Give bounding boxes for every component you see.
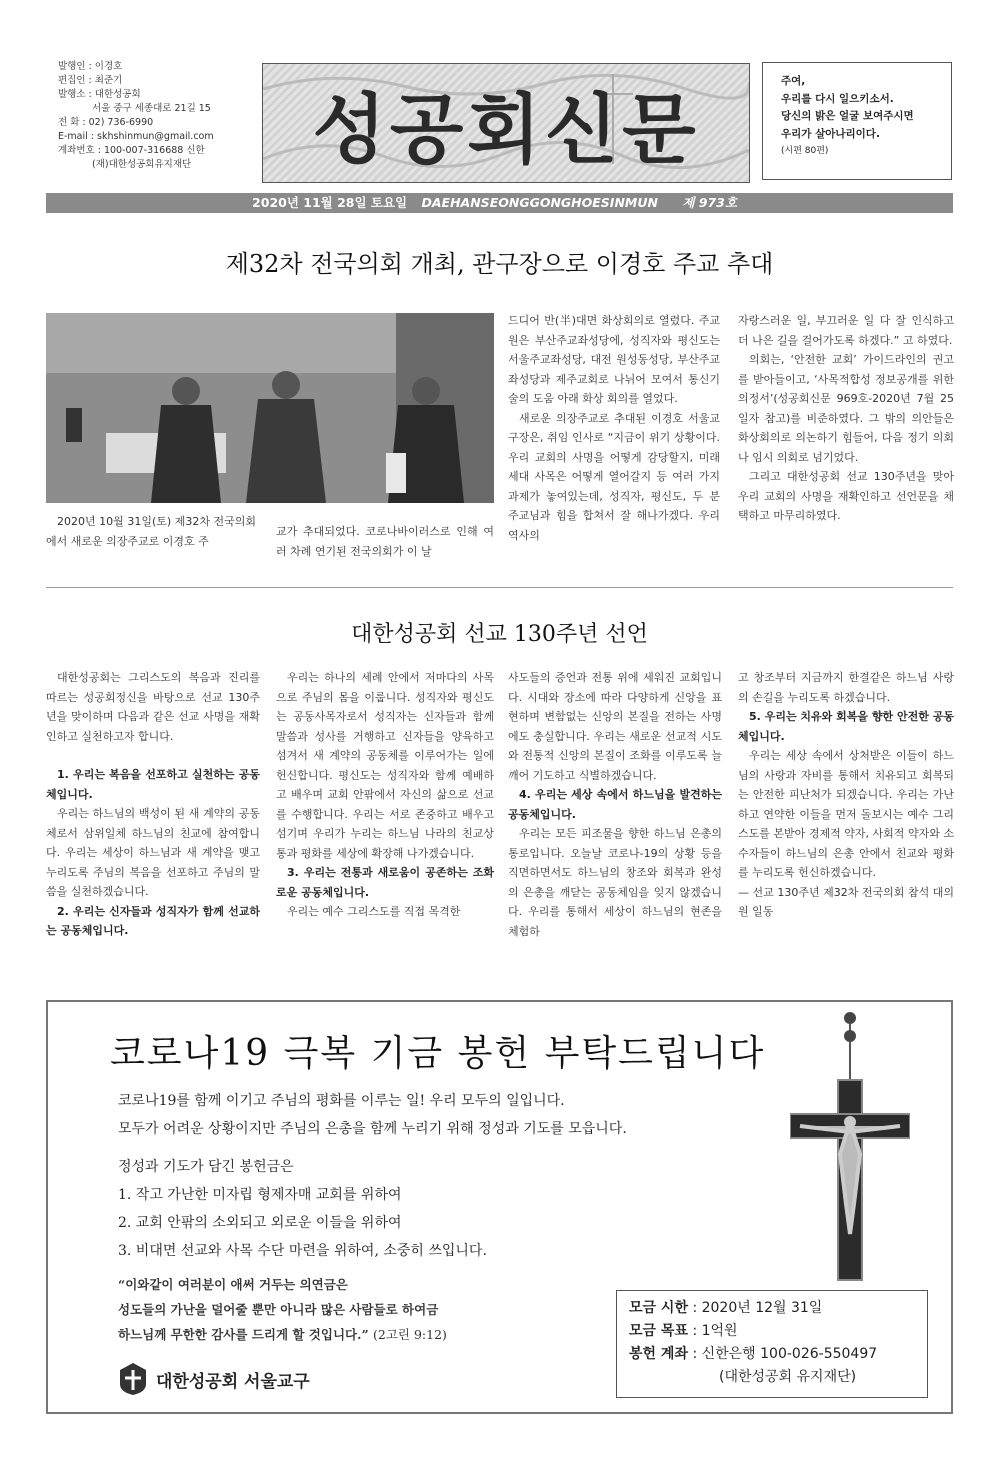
article2-col2 xyxy=(276,668,494,922)
account-label: 봉헌 계좌 xyxy=(629,1346,688,1362)
quote-ref: (2고린 9:12) xyxy=(373,1327,447,1342)
psalm-ref: (시편 80편) xyxy=(781,146,829,156)
issue-number: 제 973호 xyxy=(682,195,737,210)
ad-item-2: 2. 교회 안팎의 소외되고 외로운 이들을 위하여 xyxy=(118,1215,402,1231)
colophon-phone: 전 화 : 02) 736-6990 xyxy=(58,117,154,128)
diocese-name: 대한성공회 서울교구 xyxy=(156,1371,310,1392)
declaration-point-5: 5. 우리는 치유와 회복을 향한 안전한 공동체입니다. xyxy=(738,710,954,743)
article1-col1 xyxy=(46,512,256,551)
colophon-email: E-mail : skhshinmun@gmail.com xyxy=(58,131,214,142)
article1-photo xyxy=(46,313,494,503)
colophon-address: 서울 중구 세종대로 21길 15 xyxy=(92,103,211,114)
masthead-title: 성공회신문 xyxy=(312,84,700,174)
declaration-text-4-cont: 고 창조부터 지금까지 한결같은 하느님 사랑의 손길을 누리도록 하겠습니다. xyxy=(738,671,954,704)
article1-col4-p2: 의회는, ‘안전한 교회’ 가이드라인의 권고를 받아들이고, ‘사목적합성 정보공개를 위한 의정서’(성공회신문 969호-2020년 7월 25일자 참고)를 비준하였다. 그 밖의 의안들은 화상회의로 의논하기 힘들어, 다음 정기 의회나 임시 의회로 넘기었다. xyxy=(738,353,954,464)
article2-col3 xyxy=(508,668,722,941)
declaration-text-3: 우리는 예수 그리스도를 직접 목격한 xyxy=(287,905,461,918)
ad-line-1: 코로나19를 함께 이기고 주님의 평화를 이루는 일! 우리 모두의 일입니다. xyxy=(118,1093,565,1109)
goal-value: : 1억원 xyxy=(692,1323,738,1339)
article1-col3-p2: 새로운 의장주교로 추대된 이경호 서울교구장은, 취임 인사로 “지금이 위기 상황이다. 우리 교회의 사명을 어떻게 감당할지, 미래세대 사목은 어떻게 열어갈지 등 여러 가지 과제가 놓여있는데, 성직자, 평신도, 두 분 주교님과 힘을 합쳐서 잘 해나가겠다. 우리 역사의 xyxy=(508,411,720,542)
colophon-office: 발행소 : 대한성공회 xyxy=(58,89,141,100)
psalm-line: 주여, xyxy=(781,75,806,87)
psalm-line: 우리를 다시 일으키소서. xyxy=(781,92,894,105)
section-divider xyxy=(46,587,953,588)
masthead xyxy=(262,63,750,183)
declaration-point-3: 3. 우리는 전통과 새로움이 공존하는 조화로운 공동체입니다. xyxy=(276,866,494,899)
psalm-line: 우리가 살아나리이다. xyxy=(781,127,880,140)
declaration-signature: — 선교 130주년 제32차 전국의회 참석 대의원 일동 xyxy=(738,885,954,918)
ad-item-1: 1. 작고 가난한 미자립 형제자매 교회를 위하여 xyxy=(118,1187,402,1203)
diocese-logo xyxy=(118,1362,310,1396)
declaration-intro: 대한성공회는 그리스도의 복음과 진리를 따르는 성공회정신을 바탕으로 선교 130주년을 맞이하며 다음과 같은 선교 사명을 재확인하고 실천하고자 합니다. xyxy=(46,671,260,743)
colophon-account-holder: (재)대한성공회유지재단 xyxy=(92,159,192,170)
psalm-line: 당신의 밝은 얼굴 보여주시면 xyxy=(781,110,914,122)
colophon-editor: 편집인 : 최준기 xyxy=(58,75,123,86)
article1-col2-text: 교가 추대되었다. 코로나바이러스로 인해 여러 차례 연기된 전국의회가 이 날 xyxy=(276,525,494,558)
account-holder: (대한성공회 유지재단) xyxy=(719,1369,857,1385)
donation-info-box xyxy=(616,1290,928,1398)
colophon-publisher: 발행인 : 이경호 xyxy=(58,61,123,72)
declaration-point-2: 2. 우리는 신자들과 성직자가 함께 선교하는 공동체입니다. xyxy=(46,904,260,937)
declaration-point-1: 1. 우리는 복음을 선포하고 실천하는 공동체입니다. xyxy=(46,768,260,801)
declaration-point-4: 4. 우리는 세상 속에서 하느님을 발견하는 공동체입니다. xyxy=(508,788,722,821)
ad-title: 코로나19 극복 기금 봉헌 부탁드립니다 xyxy=(110,1033,766,1074)
article1-col4 xyxy=(738,311,954,526)
account-value: : 신한은행 100-026-550497 xyxy=(692,1346,878,1362)
crucifix-icon xyxy=(790,1004,910,1284)
dateline xyxy=(46,193,953,213)
article1-col4-p1: 자랑스러운 일, 부끄러운 일 다 잘 인식하고 더 나은 길을 걸어가도록 하겠다.” 고 하였다. xyxy=(738,314,954,347)
article2-headline: 대한성공회 선교 130주년 선언 xyxy=(351,622,648,647)
declaration-text-3-cont: 사도들의 증언과 전통 위에 세워진 교회입니다. 시대와 장소에 따라 다양하게 신앙을 표현하며 변함없는 신앙의 본질을 전하는 사명에도 충실합니다. 우리는 새로운 선교적 시도와 전통적 신앙의 본질이 조화를 이루도록 늘 깨어 기도하고 식별하겠습니다. xyxy=(508,671,722,782)
quote-line-2: 성도들의 가난을 덜어줄 뿐만 아니라 많은 사람들로 하여금 xyxy=(118,1302,439,1317)
photo-illustration xyxy=(46,313,494,503)
deadline-label: 모금 시한 xyxy=(629,1300,688,1316)
declaration-text-1: 우리는 하느님의 백성이 된 새 계약의 공동체로서 삼위일체 하느님의 친교에 참여합니다. 우리는 세상이 하느님과 새 계약을 맺고 누리도록 주님의 복음을 선포하고 주님의 말씀을 실천하겠습니다. xyxy=(46,807,260,898)
issue-date: 2020년 11월 28일 토요일 xyxy=(252,195,408,210)
paper-name: DAEHANSEONGGONGHOESINMUN xyxy=(421,195,658,210)
quote-line-1: “이와같이 여러분이 애써 거두는 의연금은 xyxy=(118,1277,348,1292)
photo-caption: 2020년 10월 31일(토) 제32차 전국의회에서 새로운 의장주교로 이경호 주 xyxy=(46,515,256,548)
article1-col3 xyxy=(508,311,720,545)
ad-line-2: 모두가 어려운 상황이지만 주님의 은총을 함께 누리기 위해 정성과 기도를 모읍니다. xyxy=(118,1121,627,1137)
colophon xyxy=(58,60,248,172)
article1-col3-p1: 드디어 반(半)대면 화상회의로 열렸다. 주교원은 부산주교좌성당에, 성직자와 평신도는 서울주교좌성당, 대전 원성동성당, 부산주교좌성당과 제주교회로 나뉘어 모여서 통신기술의 도움 아래 화상 회의를 열었다. xyxy=(508,314,720,405)
article1-col4-p3: 그리고 대한성공회 선교 130주년을 맞아 우리 교회의 사명을 재확인하고 선언문을 채택하고 마무리하였다. xyxy=(738,470,954,522)
scripture-quote xyxy=(118,1272,447,1347)
ad-item-3: 3. 비대면 선교와 사목 수단 마련을 위하여, 소중히 쓰입니다. xyxy=(118,1243,487,1259)
goal-label: 모금 목표 xyxy=(629,1323,688,1339)
article1-headline: 제32차 전국의회 개최, 관구장으로 이경호 주교 추대 xyxy=(225,250,774,278)
article2-col1 xyxy=(46,668,260,941)
declaration-text-5: 우리는 세상 속에서 상처받은 이들이 하느님의 사랑과 자비를 통해서 치유되고 회복되는 안전한 피난처가 되겠습니다. 우리는 가난하고 연약한 이들을 먼저 돌보시는 예수 그리스도를 본받아 경제적 약자, 사회적 약자와 소수자들이 하느님의 은총 안에서 친교와 평화를 누리도록 헌신하겠습니다. xyxy=(738,749,954,879)
article2-col4 xyxy=(738,668,954,922)
article1-col2 xyxy=(276,522,494,561)
deadline-value: : 2020년 12월 31일 xyxy=(692,1300,823,1316)
declaration-text-4: 우리는 모든 피조물을 향한 하느님 은총의 통로입니다. 오늘날 코로나-19의 상황 등을 직면하면서도 하느님의 창조와 회복과 완성의 은총을 깨닫는 공동체임을 잊지 않겠습니다. 우리를 통해서 세상이 하느님의 현존을 체험하 xyxy=(508,827,722,938)
colophon-account: 계좌번호 : 100-007-316688 신한 xyxy=(58,145,205,156)
ad-subhead: 정성과 기도가 담긴 봉헌금은 xyxy=(118,1159,294,1175)
psalm-box xyxy=(762,62,952,180)
diocese-crest-icon xyxy=(118,1362,148,1396)
declaration-text-2: 우리는 하나의 세례 안에서 저마다의 사목으로 주님의 몸을 이룹니다. 성직자와 평신도는 공동사목자로서 성직자는 신자들과 함께 말씀과 성사를 거행하고 신자들을 양육하고 섬겨서 새 계약의 공동체를 이루어가는 일에 헌신합니다. 평신도는 성직자와 함께 예배하고 배우며 교회 안팎에서 자신의 삶으로 선교를 수행합니다. 우리는 서로 존중하고 배우고 섬기며 우리가 누리는 하느님 나라의 친교상통과 평화를 세상에 확장해 나가겠습니다. xyxy=(276,671,494,860)
quote-line-3: 하느님께 무한한 감사를 드리게 할 것입니다.” xyxy=(118,1327,369,1342)
